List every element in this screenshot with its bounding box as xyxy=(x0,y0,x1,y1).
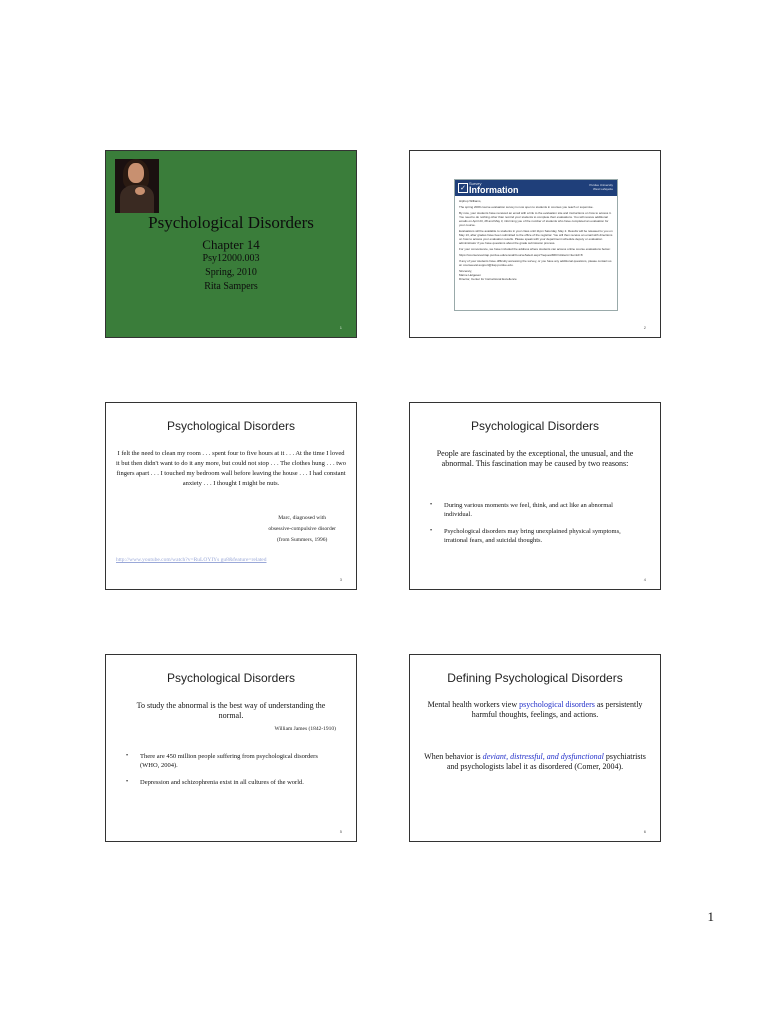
youtube-link[interactable]: http://www.youtube.com/watch?v=RuLOYIYs gu8&feature=related xyxy=(116,557,267,563)
slide-1-chapter: Chapter 14 xyxy=(202,237,260,252)
email-banner-title: Information xyxy=(469,185,519,195)
slide-1 xyxy=(105,150,357,338)
slide-4 xyxy=(409,402,661,590)
slide-number: 2 xyxy=(643,325,646,330)
slide-2 xyxy=(409,150,661,338)
checkbox-icon: ✓ xyxy=(458,183,468,193)
highlight-criteria: deviant, distressful, and dysfunctional xyxy=(482,752,604,761)
slide-1-term: Spring, 2010 xyxy=(205,267,257,278)
slide-1-author: Rita Sampers xyxy=(204,281,258,292)
slide-5-quote: To study the abnormal is the best way of understanding the normal. xyxy=(136,701,326,720)
list-item: • Depression and schizophrenia exist in all cultures of the world. xyxy=(126,779,304,786)
slide-6 xyxy=(409,654,661,842)
quote-text: I felt the need to clean my room . . . spent four to five hours at it . . . At the time I loved it but then didn't want to do it any more, but could not stop . . . The clothes hung . . . two fingers apart . . . I touched my bedroom wall before leaving the house . . . I had constant anxiety . . . I thought I might be nuts. xyxy=(116,450,346,487)
university-label: Purdue University West Lafayette xyxy=(589,183,613,191)
criteria-paragraph: When behavior is deviant, distressful, and dysfunctional psychiatrists and psychologists label it as disordered (Comer, 2004). xyxy=(424,752,646,771)
title-photo xyxy=(115,159,159,213)
page-number: 1 xyxy=(707,909,714,924)
slide-5-title: Psychological Disorders xyxy=(166,671,296,685)
slide-number: 4 xyxy=(643,577,646,582)
slide-6-title: Defining Psychological Disorders xyxy=(447,671,623,685)
list-item: • Psychological disorders may bring unexplained physical symptoms, irrational fears, and suicidal thoughts. xyxy=(430,528,621,544)
slide-4-intro: People are fascinated by the exceptional, the unusual, and the abnormal. This fascination may be caused by two reasons: xyxy=(436,449,634,468)
slide-number: 6 xyxy=(643,829,646,834)
email-banner xyxy=(455,180,617,196)
slide-3-title: Psychological Disorders xyxy=(166,419,296,433)
quote-attribution: Marc, diagnosed with obsessive-compulsive disorder (from Summers, 1996) xyxy=(268,515,336,543)
highlight-term: psychological disorders xyxy=(519,700,595,709)
slide-1-title: Psychological Disorders xyxy=(148,213,314,232)
slide-1-course: Psy12000.003 xyxy=(202,253,260,264)
slide-5-bullets xyxy=(124,752,338,795)
definition-paragraph: Mental health workers view psychological disorders as persistently harmful thoughts, feelings, and actions. xyxy=(427,700,643,719)
survey-email xyxy=(454,179,618,311)
slide-5 xyxy=(105,654,357,842)
email-kicker: Survey xyxy=(469,181,482,186)
slide-4-title: Psychological Disorders xyxy=(470,419,600,433)
slide-number: 5 xyxy=(339,829,342,834)
quote-citation: William James (1842-1910) xyxy=(274,726,336,732)
slide-3 xyxy=(105,402,357,590)
list-item: • There are 450 million people suffering from psychological disorders (WHO, 2004). xyxy=(126,753,318,769)
slide-4-bullets xyxy=(428,501,642,553)
email-body: Hiphop Williams, The spring 2009 course evaluation survey is now open to students in courses you teach or supervise. By now, your students have received an email with a link to the evaluation site and instructions on how to access it. You need to do nothing other than remind your students to complete their evaluations. You will receive additional emails on April 23, 28 and May 3, informing you of the number of students who have completed an evaluation for your course. Evaluations will be available to students in your class until 11pm Saturday, May 2. Results will be released to you on May 13, after grades have been submitted to the office of the registrar. You will then receive an email with directions on how to access your evaluation results. Please speak with your department schedule deputy or evaluation administrator if you have questions about the grade submission process. For your convenience, we have included the address where students can access online course evaluations below: https://coursereval.itap.purdue.edu/ereval/CourseSelect.aspx?requestMID=A&term=itemId=8 If any of your students have difficulty accessing the survey, or you have any additional questions, please contact us at: courseeval-support@itap.purdue.edu. Sincerely, Marne Helgesen Director, Center for Instructional Excellence xyxy=(459,199,613,281)
list-item: • During various moments we feel, think, and act like an abnormal individual. xyxy=(430,502,613,518)
slide-number: 3 xyxy=(339,577,342,582)
slide-number: 1 xyxy=(339,325,342,330)
